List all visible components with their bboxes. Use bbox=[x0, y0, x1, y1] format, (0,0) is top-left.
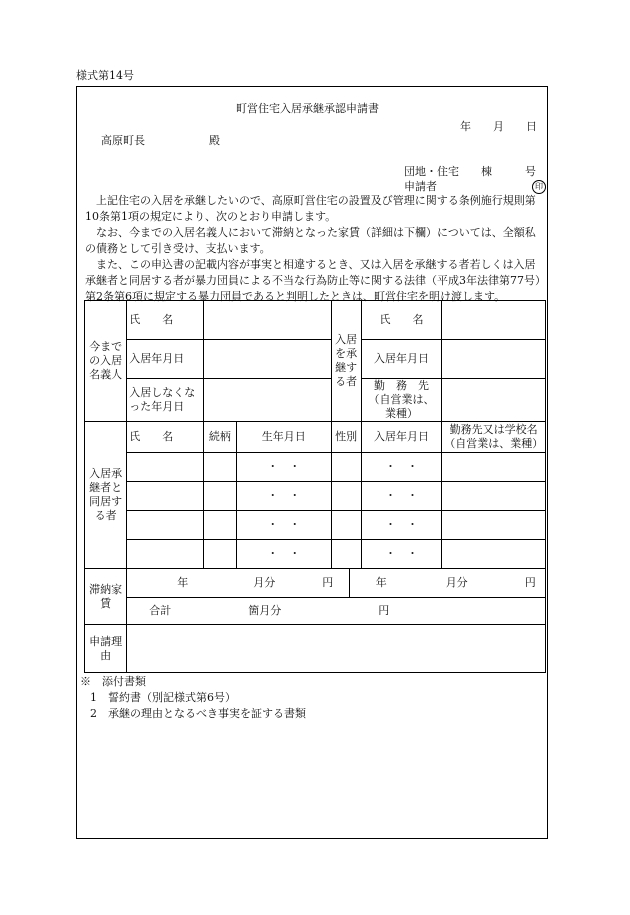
arrears-year-2: 年 bbox=[375, 576, 387, 589]
move-out-date-label: 入居しなくなった年月日 bbox=[127, 379, 203, 422]
successor-label: 入居を承継する者 bbox=[331, 301, 361, 422]
successor-workplace-field[interactable] bbox=[442, 379, 546, 422]
arrears-year-1: 年 bbox=[177, 576, 189, 589]
workplace-school-title: 勤務先又は学校名 bbox=[449, 423, 538, 436]
workplace-note: （自営業は、業種） bbox=[368, 393, 435, 420]
paragraph-1: 上記住宅の入居を承継したいので、高原町営住宅の設置及び管理に関する条例施行規則第10条第1項の規定により、次のとおり申請します。 bbox=[85, 194, 536, 223]
successor-move-in-label: 入居年月日 bbox=[361, 340, 442, 379]
cohab-move-in-field[interactable]: ・ ・ bbox=[361, 511, 442, 540]
cohab-gender-field[interactable] bbox=[331, 540, 361, 569]
successor-name-field[interactable] bbox=[442, 301, 546, 340]
cohab-name-field[interactable] bbox=[127, 540, 203, 569]
applicant-label: 申請者 bbox=[404, 180, 437, 193]
total-label: 合計 bbox=[149, 604, 172, 617]
cohab-gender-field[interactable] bbox=[331, 511, 361, 540]
attachment-item-2: 2 承継の理由となるべき事実を証する書類 bbox=[90, 707, 306, 720]
arrears-period-2[interactable] bbox=[349, 569, 545, 598]
reason-field[interactable] bbox=[127, 625, 546, 673]
seal-mark: 印 bbox=[532, 180, 546, 194]
cohabitant-label: 入居承継者と同居する者 bbox=[85, 422, 127, 569]
arrears-yen-2: 円 bbox=[524, 576, 536, 589]
move-in-date-label: 入居年月日 bbox=[127, 340, 203, 379]
cohab-name-field[interactable] bbox=[127, 453, 203, 482]
cohab-birth-field[interactable]: ・ ・ bbox=[236, 540, 331, 569]
relation-label: 続柄 bbox=[203, 422, 236, 453]
prev-name-field[interactable] bbox=[203, 301, 331, 340]
cohab-row bbox=[85, 453, 546, 482]
cohab-row bbox=[85, 540, 546, 569]
prev-holder-label: 今までの入居名義人 bbox=[85, 301, 127, 422]
paragraph-2: なお、今までの入居名義人において滞納となった家賃（詳細は下欄）については、全額私の債務として引き受け、支払います。 bbox=[85, 226, 536, 255]
date-line: 年 月 日 bbox=[460, 120, 537, 133]
cohab-move-in-field[interactable]: ・ ・ bbox=[361, 540, 442, 569]
paragraph-3: また、この申込書の記載内容が事実と相違するとき、又は入居を承継する者若しくは入居承継者と同居する者が暴力団員による不当な行為防止等に関する法律（平成3年法律第77号）第2条第6項に規定する暴力団員であると判明したときは、町営住宅を明け渡します。 bbox=[85, 258, 541, 303]
cohab-relation-field[interactable] bbox=[203, 540, 236, 569]
cohab-work-field[interactable] bbox=[442, 540, 546, 569]
cohab-work-field[interactable] bbox=[442, 482, 546, 511]
workplace-label bbox=[361, 379, 442, 422]
cohab-name-label: 氏 名 bbox=[127, 422, 203, 453]
cohab-birth-field[interactable]: ・ ・ bbox=[236, 511, 331, 540]
cohab-relation-field[interactable] bbox=[203, 511, 236, 540]
arrears-total[interactable] bbox=[127, 598, 546, 625]
cohab-relation-field[interactable] bbox=[203, 453, 236, 482]
cohab-name-field[interactable] bbox=[127, 511, 203, 540]
application-table bbox=[84, 300, 546, 673]
cohab-row bbox=[85, 482, 546, 511]
honorific: 殿 bbox=[209, 134, 220, 147]
cohab-work-field[interactable] bbox=[442, 453, 546, 482]
months-count-label: 箇月分 bbox=[248, 604, 282, 617]
cohab-move-in-field[interactable]: ・ ・ bbox=[361, 453, 442, 482]
cohab-birth-field[interactable]: ・ ・ bbox=[236, 453, 331, 482]
prev-move-out-field[interactable] bbox=[203, 379, 331, 422]
arrears-month-1: 月分 bbox=[253, 576, 276, 589]
arrears-month-2: 月分 bbox=[445, 576, 468, 589]
workplace-school-note: （自営業は、業種） bbox=[444, 437, 544, 450]
cohab-birth-field[interactable]: ・ ・ bbox=[236, 482, 331, 511]
cohab-move-in-label: 入居年月日 bbox=[361, 422, 442, 453]
arrears-period-1[interactable] bbox=[127, 569, 349, 598]
cohab-move-in-field[interactable]: ・ ・ bbox=[361, 482, 442, 511]
attachment-item-1: 1 誓約書（別記様式第6号） bbox=[90, 691, 236, 704]
cohab-relation-field[interactable] bbox=[203, 482, 236, 511]
cohab-gender-field[interactable] bbox=[331, 453, 361, 482]
addressee: 高原町長 bbox=[101, 134, 145, 147]
applicant-unit-label: 団地・住宅 棟 号 bbox=[404, 165, 536, 178]
gender-label: 性別 bbox=[331, 422, 361, 453]
cohab-row bbox=[85, 511, 546, 540]
cohab-work-field[interactable] bbox=[442, 511, 546, 540]
name-label: 氏 名 bbox=[127, 301, 203, 340]
arrears-yen-1: 円 bbox=[322, 576, 334, 589]
successor-move-in-field[interactable] bbox=[442, 340, 546, 379]
birth-date-label: 生年月日 bbox=[236, 422, 331, 453]
form-title: 町営住宅入居承継承認申請書 bbox=[236, 102, 379, 115]
prev-move-in-field[interactable] bbox=[203, 340, 331, 379]
reason-label: 申請理由 bbox=[85, 625, 127, 673]
cohab-name-field[interactable] bbox=[127, 482, 203, 511]
arrears-label: 滞納家賃 bbox=[85, 569, 127, 625]
cohab-gender-field[interactable] bbox=[331, 482, 361, 511]
workplace-title: 勤 務 先 bbox=[374, 379, 429, 392]
form-number: 様式第14号 bbox=[76, 69, 134, 82]
total-yen-label: 円 bbox=[378, 604, 390, 617]
successor-name-label: 氏 名 bbox=[361, 301, 442, 340]
workplace-school-label bbox=[442, 422, 546, 453]
attachments-header: ※ 添付書類 bbox=[80, 675, 146, 688]
